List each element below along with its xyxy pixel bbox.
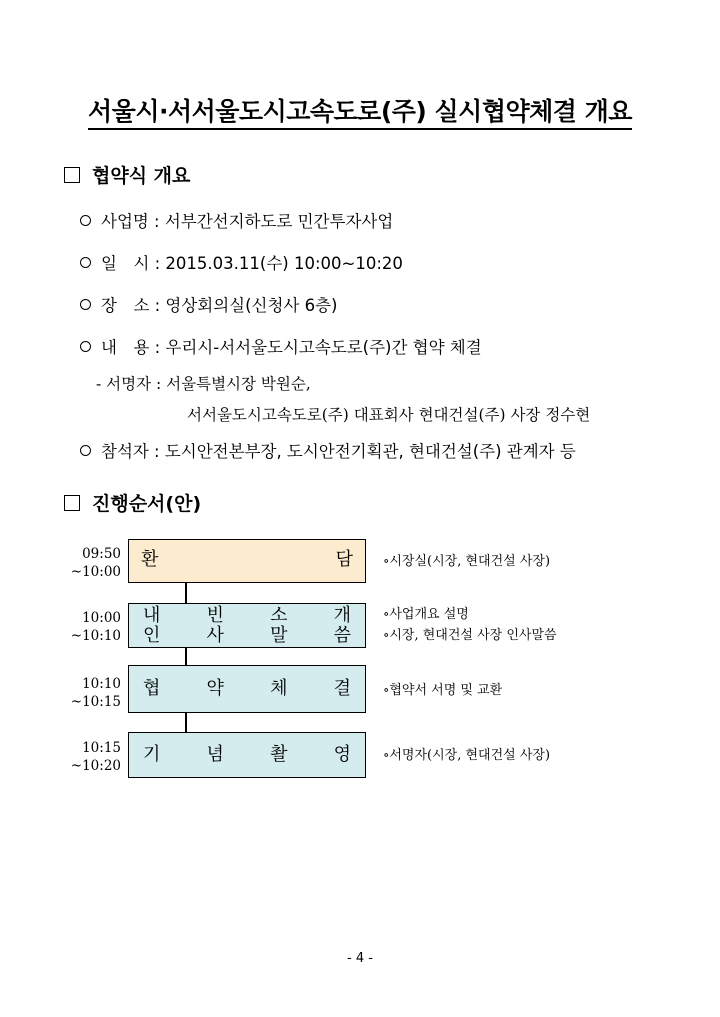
list-item: 내 용 : 우리시-서서울도시고속도로(주)간 협약 체결 bbox=[80, 334, 482, 358]
page-title: 서울시·서서울도시고속도로(주) 실시협약체결 개요 bbox=[0, 92, 720, 128]
circle-bullet-icon bbox=[80, 341, 91, 352]
circle-bullet-icon bbox=[80, 215, 91, 226]
step-time: 10:15 ~10:20 bbox=[70, 740, 121, 774]
circle-bullet-icon bbox=[80, 299, 91, 310]
list-item: 사업명 : 서부간선지하도로 민간투자사업 bbox=[80, 208, 393, 232]
step-box-introduction: 내 빈 소 개 인 사 말 씀 bbox=[128, 603, 366, 648]
step-note: ∘시장실(시장, 현대건설 사장) bbox=[383, 554, 551, 569]
connector-line bbox=[185, 583, 187, 603]
circle-bullet-icon bbox=[80, 445, 91, 456]
connector-line bbox=[185, 713, 187, 732]
attendees-item: 참석자 : 도시안전본부장, 도시안전기획관, 현대건설(주) 관계자 등 bbox=[80, 438, 576, 462]
checkbox-square-icon bbox=[64, 167, 80, 183]
step-note: ∘서명자(시장, 현대건설 사장) bbox=[383, 748, 551, 763]
section-heading-overview: 협약식 개요 bbox=[64, 161, 190, 188]
checkbox-square-icon bbox=[64, 495, 80, 511]
step-time: 10:00 ~10:10 bbox=[70, 610, 121, 644]
step-box-signing: 협 약 체 결 bbox=[128, 665, 366, 713]
step-note: ∘사업개요 설명 bbox=[383, 607, 469, 622]
step-box-photo: 기 념 촬 영 bbox=[128, 732, 366, 778]
step-box-meeting: 환 담 bbox=[128, 539, 366, 583]
signers-line-2: 서서울도시고속도로(주) 대표회사 현대건설(주) 사장 정수현 bbox=[187, 406, 591, 424]
step-time: 10:10 ~10:15 bbox=[70, 676, 121, 710]
circle-bullet-icon bbox=[80, 257, 91, 268]
step-note: ∘협약서 서명 및 교환 bbox=[383, 683, 503, 698]
step-note: ∘시장, 현대건설 사장 인사말씀 bbox=[383, 628, 557, 643]
section-heading-schedule: 진행순서(안) bbox=[64, 489, 201, 516]
list-item: 장 소 : 영상회의실(신청사 6층) bbox=[80, 292, 338, 316]
signers-line-1: - 서명자 : 서울특별시장 박원순, bbox=[96, 375, 311, 393]
step-time: 09:50 ~10:00 bbox=[70, 546, 121, 580]
connector-line bbox=[185, 648, 187, 665]
page-number: - 4 - bbox=[347, 951, 373, 966]
list-item: 일 시 : 2015.03.11(수) 10:00~10:20 bbox=[80, 250, 403, 274]
